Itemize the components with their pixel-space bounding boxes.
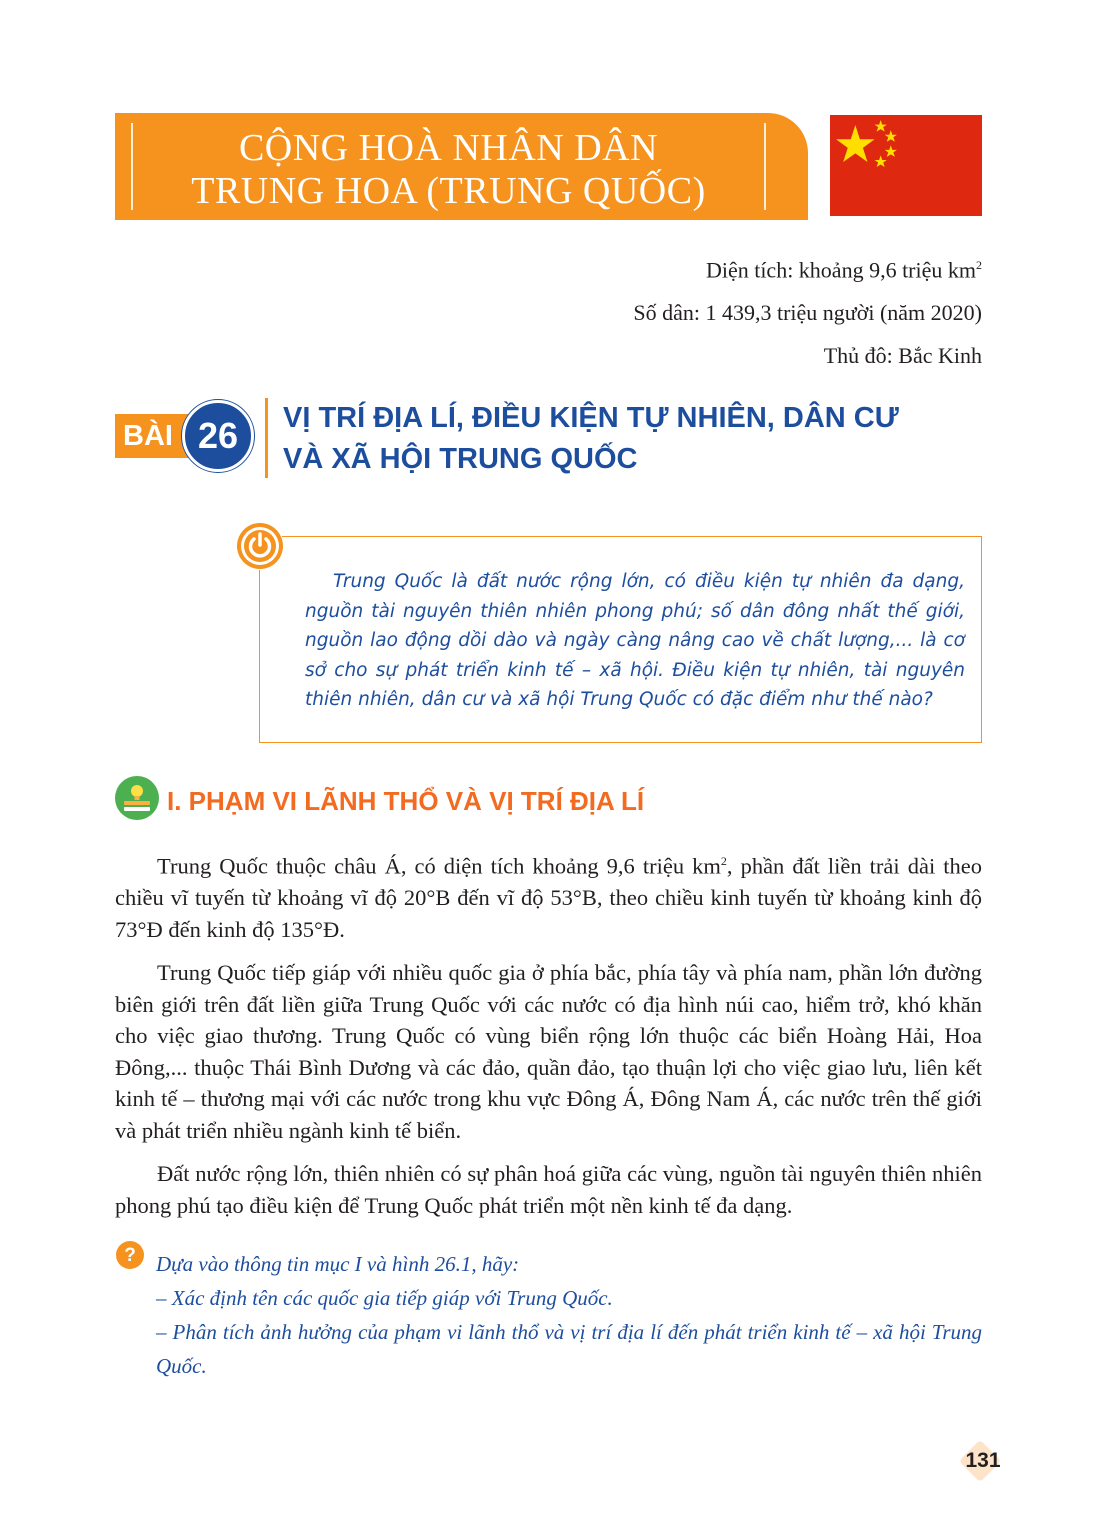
- banner-divider-right: [764, 123, 766, 210]
- lesson-title-line1: VỊ TRÍ ĐỊA LÍ, ĐIỀU KIỆN TỰ NHIÊN, DÂN CƯ: [283, 402, 899, 434]
- lesson-divider: [265, 398, 268, 478]
- paragraph-1-a: Trung Quốc thuộc châu Á, có diện tích khoảng 9,6 triệu km: [157, 853, 721, 879]
- china-flag-icon: [830, 115, 982, 216]
- chapter-title-line1: CỘNG HOÀ NHÂN DÂN: [238, 127, 659, 169]
- paragraph-1-b: , phần đất liền trải dài theo chiều vĩ tuyến từ khoảng vĩ độ 20°B đến vĩ độ 53°B, theo chiều kinh tuyến từ khoảng kinh độ 73°Đ đến kinh độ 135°Đ.: [115, 853, 982, 942]
- intro-text: Trung Quốc là đất nước rộng lớn, có điều kiện tự nhiên đa dạng, nguồn tài nguyên thiên nhiên phong phú; số dân đông nhất thế giới, nguồn lao động dồi dào và ngày càng nâng cao về chất lượng,... là cơ sở cho sự phát triển kinh tế – xã hội. Điều kiện tự nhiên, tài nguyên thiên nhiên, dân cư và xã hội Trung Quốc có đặc điểm như thế nào?: [305, 571, 965, 710]
- chapter-title-line2: TRUNG HOA (TRUNG QUỐC): [191, 170, 706, 212]
- question-block: [156, 1247, 982, 1383]
- fact-area-sup: 2: [976, 258, 982, 272]
- title-banner: [115, 113, 808, 220]
- question-item-1: – Xác định tên các quốc gia tiếp giáp với Trung Quốc.: [156, 1286, 613, 1310]
- paragraph-2: Trung Quốc tiếp giáp với nhiều quốc gia ở phía bắc, phía tây và phía nam, phần lớn đường biên giới trên đất liền giữa Trung Quốc với các nước có địa hình núi cao, hiểm trở, khó khăn cho việc giao thương. Trung Quốc có vùng biển rộng lớn thuộc các biển Hoàng Hải, Hoa Đông,... thuộc Thái Bình Dương và các đảo, quần đảo, tạo thuận lợi cho việc giao lưu, liên kết kinh tế – thương mại với các nước trong khu vực Đông Á, Đông Nam Á, các nước trên thế giới và phát triển nhiều ngành kinh tế biển.: [115, 960, 982, 1143]
- fact-population: Số dân: 1 439,3 triệu người (năm 2020): [633, 300, 982, 326]
- paragraph-1-sup: 2: [720, 854, 727, 868]
- page-number: 131: [965, 1449, 1001, 1472]
- paragraph-1: [115, 846, 982, 945]
- question-item-2: – Phân tích ảnh hưởng của phạm vi lãnh thổ và vị trí địa lí đến phát triển kinh tế – xã hội Trung Quốc.: [156, 1320, 982, 1378]
- lesson-number-badge: 26: [182, 400, 254, 472]
- fact-area-text: Diện tích: khoảng 9,6 triệu km: [705, 257, 976, 283]
- section-title: I. PHẠM VI LÃNH THỔ VÀ VỊ TRÍ ĐỊA LÍ: [167, 786, 645, 816]
- chapter-title: [135, 127, 762, 213]
- fact-capital: Thủ đô: Bắc Kinh: [823, 343, 982, 369]
- question-icon: [115, 1240, 145, 1270]
- banner-divider-left: [131, 123, 133, 210]
- lesson-label: BÀI: [123, 420, 173, 452]
- lesson-title-line2: VÀ XÃ HỘI TRUNG QUỐC: [283, 443, 638, 475]
- body-text: [115, 846, 982, 1233]
- paragraph-3: Đất nước rộng lớn, thiên nhiên có sự phân hoá giữa các vùng, nguồn tài nguyên thiên nhiên phong phú tạo điều kiện để Trung Quốc phát triển một nền kinh tế đa dạng.: [115, 1161, 982, 1218]
- lightbulb-icon: [115, 776, 159, 820]
- lesson-title: [283, 398, 899, 480]
- question-intro: Dựa vào thông tin mục I và hình 26.1, hãy:: [156, 1252, 520, 1276]
- power-icon: [236, 522, 284, 570]
- svg-text:?: ?: [124, 1245, 136, 1266]
- fact-area: [633, 244, 982, 291]
- country-facts: [633, 244, 982, 377]
